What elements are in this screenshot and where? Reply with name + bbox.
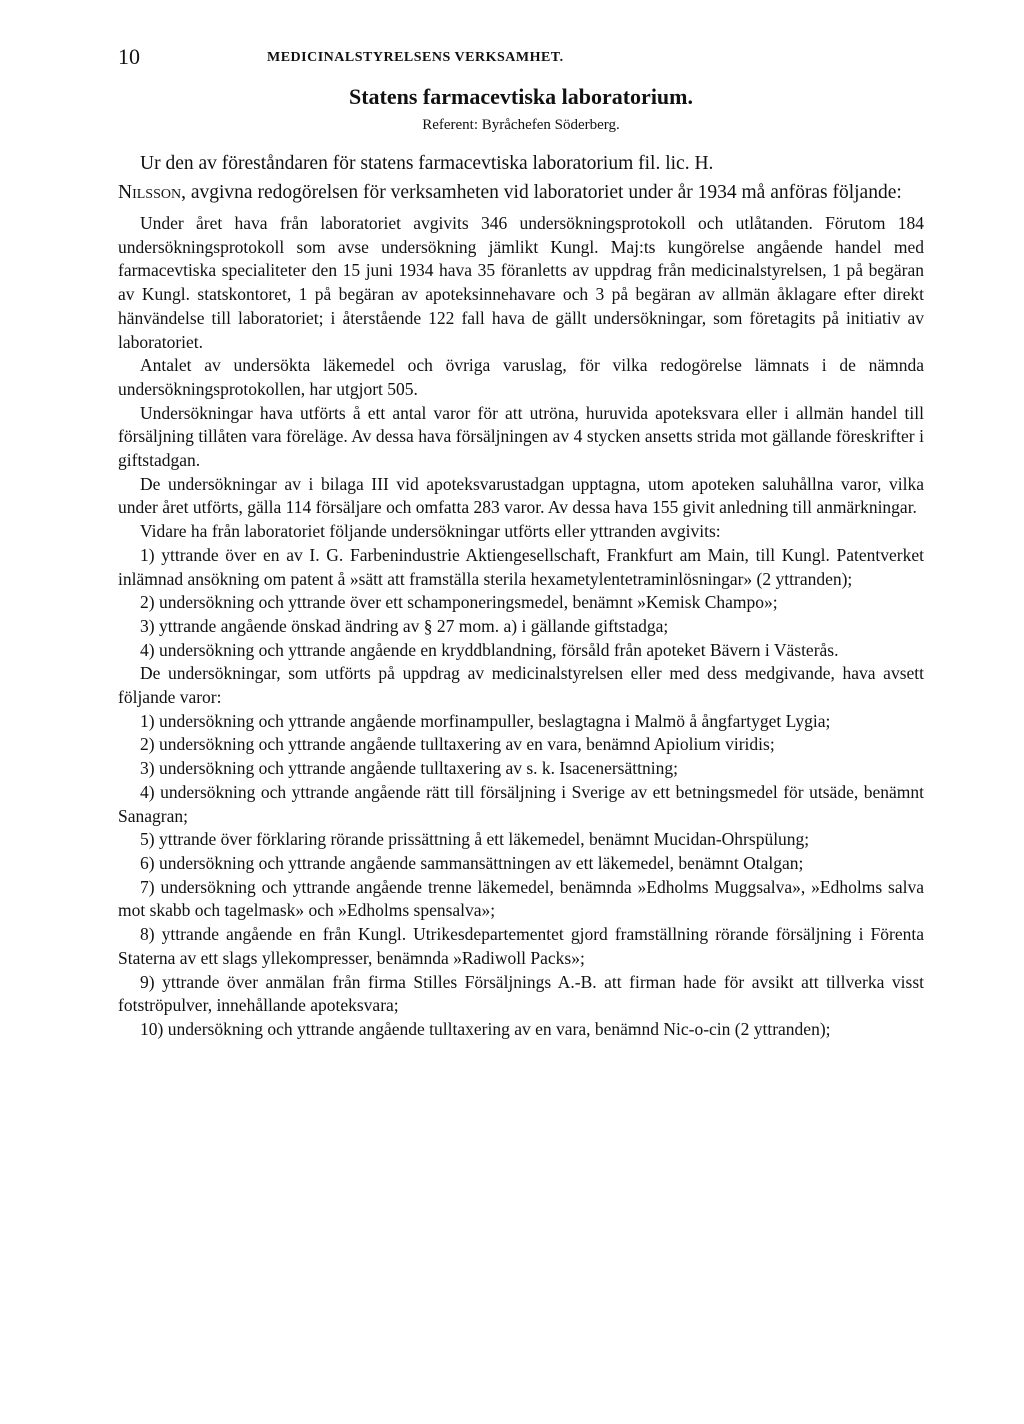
list-item: 10) undersökning och yttrande angående tulltaxering av en vara, benämnd Nic-o-cin (2 yttranden);	[140, 1018, 831, 1039]
list-item: 1) undersökning och yttrande angående morfinampuller, beslagtagna i Malmö å ångfartyget Lygia;	[140, 710, 831, 731]
author-name: Nilsson,	[118, 181, 186, 203]
intro-text-before: Ur den av föreståndaren för statens farmacevtiska laboratorium fil. lic. H.	[140, 153, 714, 174]
list-item: 2) undersökning och yttrande angående tulltaxering av en vara, benämnd Apiolium viridis;	[140, 734, 775, 755]
list-item: 5) yttrande över förklaring rörande prissättning å ett läkemedel, benämnt Mucidan-Ohrspülung;	[140, 829, 810, 850]
list-item: 4) undersökning och yttrande angående en kryddblandning, försåld från apoteket Bävern i Västerås.	[140, 639, 839, 660]
paragraph: De undersökningar, som utförts på uppdrag av medicinalstyrelsen eller med dess medgivande, hava avsett följande varor:	[118, 663, 924, 708]
paragraph: Undersökningar hava utförts å ett antal varor för att utröna, huruvida apoteksvara eller i allmän handel till försäljning tillåten vara föreläge. Av dessa hava försäljningen av 4 stycken ansetts strida mot gällande föreskrifter i giftstadgan.	[118, 402, 924, 471]
list-item: 9) yttrande över anmälan från firma Stilles Försäljnings A.-B. att firman hade för avsikt att tillverka visst fotströpulver, innehållande apoteksvara;	[118, 971, 924, 1016]
body-text	[118, 150, 924, 1042]
list-item: 8) yttrande angående en från Kungl. Utrikesdepartementet gjord framställning rörande försäljning i Förenta Staterna av ett slags yllekompresser, benämnda »Radiwoll Packs»;	[118, 924, 924, 968]
intro-text-after: avgivna redogörelsen för verksamheten vid laboratoriet under år 1934 må anföras följande:	[190, 181, 902, 203]
list-item: 7) undersökning och yttrande angående trenne läkemedel, benämnda »Edholms Muggsalva», »Edholms salva mot skabb och tagelmask» och »Edholms spensalva»;	[118, 876, 924, 921]
paragraph: Antalet av undersökta läkemedel och övriga varuslag, för vilka redogörelse lämnats i de nämnda undersökningsprotokollen, har utgjort 505.	[118, 355, 924, 399]
section-title: Statens farmacevtiska laboratorium.	[348, 84, 693, 109]
list-item: 1) yttrande över en av I. G. Farbenindustrie Aktiengesellschaft, Frankfurt am Main, till Kungl. Patentverket inlämnad ansökning om patent å »sätt att framställa sterila hexametylentetraminlösningar» (2 yttranden);	[118, 544, 924, 589]
page-number: 10	[118, 44, 140, 69]
paragraph: Vidare ha från laboratoriet följande undersökningar utförts eller yttranden avgivits:	[140, 521, 721, 542]
intro-paragraph	[118, 150, 924, 207]
running-head: MEDICINALSTYRELSENS VERKSAMHET.	[267, 50, 564, 65]
page-header	[118, 44, 924, 74]
paragraph: Under året hava från laboratoriet avgivits 346 undersökningsprotokoll och utlåtanden. Förutom 184 undersökningsprotokoll som avse undersökning jämlikt Kungl. Maj:ts kungörelse angående handel med farmacevtiska specialiteter den 15 juni 1934 hava 35 föranletts av uppdrag från medicinalstyrelsen, 1 på begäran av Kungl. statskontoret, 1 på begäran av apoteksinnehavare och 3 på begäran av allmän åklagare efter direkt hänvändelse till laboratoriet; i återstående 122 fall hava de gällt undersökningar, som företagits på initiativ av laboratoriet.	[118, 213, 924, 352]
list-item: 6) undersökning och yttrande angående sammansättningen av ett läkemedel, benämnt Otalgan;	[140, 852, 804, 873]
list-item: 3) yttrande angående önskad ändring av § 27 mom. a) i gällande giftstadga;	[140, 615, 669, 636]
section-referent: Referent: Byråchefen Söderberg.	[422, 117, 620, 133]
list-item: 4) undersökning och yttrande angående rätt till försäljning i Sverige av ett betningsmedel för utsäde, benämnt Sanagran;	[118, 781, 924, 826]
list-item: 2) undersökning och yttrande över ett schamponeringsmedel, benämnt »Kemisk Champo»;	[140, 592, 778, 613]
paragraph: De undersökningar av i bilaga III vid apoteksvarustadgan upptagna, utom apoteken saluhållna varor, vilka under året utförts, gälla 114 försäljare och omfatta 283 varor. Av dessa hava 155 givit anledning till anmärkningar.	[118, 473, 924, 518]
list-item: 3) undersökning och yttrande angående tulltaxering av s. k. Isacenersättning;	[140, 758, 678, 779]
